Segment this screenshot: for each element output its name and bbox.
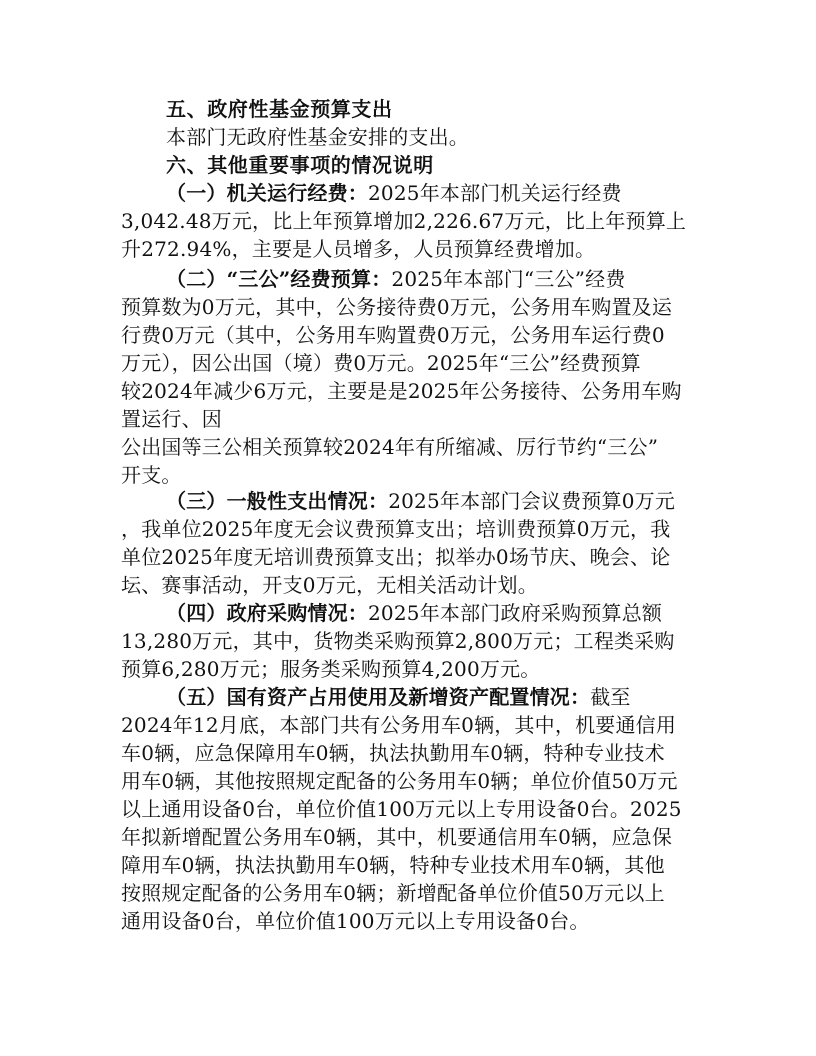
paragraph-5-line-6: 年拟新增配置公务用车0辆，其中，机要通信用车0辆，应急保	[121, 825, 673, 849]
paragraph-2-line-2: 预算数为0万元，其中，公务接待费0万元，公务用车购置及运	[121, 295, 673, 319]
section-heading-5: 五、政府性基金预算支出	[166, 97, 393, 121]
paragraph-2-line-3: 行费0万元（其中，公务用车购置费0万元，公务用车运行费0	[121, 323, 665, 347]
paragraph-3-line-2: ，我单位2025年度无会议费预算支出；培训费预算0万元，我	[121, 517, 671, 541]
paragraph-3-line-3: 单位2025年度无培训费预算支出；拟举办0场节庆、晚会、论	[121, 545, 671, 569]
paragraph-4-line-3: 预算6,280万元；服务类采购预算4,200万元。	[121, 657, 541, 681]
paragraph-3-text-1: 2025年本部门会议费预算0万元	[388, 489, 676, 513]
paragraph-5-lead: （五）国有资产占用使用及新增资产配置情况：	[166, 685, 591, 709]
paragraph-5-line-1	[166, 684, 631, 710]
paragraph-5-line-3: 车0辆，应急保障用车0辆，执法执勤用车0辆，特种专业技术	[121, 741, 665, 765]
paragraph-4-lead: （四）政府采购情况：	[166, 601, 368, 625]
paragraph-4-line-2: 13,280万元，其中，货物类采购预算2,800万元；工程类采购	[121, 629, 675, 653]
paragraph-5-line-7: 障用车0辆，执法执勤用车0辆，特种专业技术用车0辆，其他	[121, 853, 665, 877]
paragraph-3-lead: （三）一般性支出情况：	[166, 489, 389, 513]
paragraph-1-line-2: 3,042.48万元，比上年预算增加2,226.67万元，比上年预算上	[121, 209, 687, 233]
paragraph-2-line-1	[166, 266, 626, 292]
paragraph-2-line-5: 较2024年减少6万元，主要是是2025年公务接待、公务用车购	[121, 379, 682, 403]
paragraph-1-text-1: 2025年本部门机关运行经费	[368, 181, 622, 205]
paragraph-5-text-1: 截至	[590, 685, 631, 709]
paragraph-5-line-5: 以上通用设备0台，单位价值100万元以上专用设备0台。2025	[121, 797, 682, 821]
paragraph-5-line-4: 用车0辆，其他按照规定配备的公务用车0辆；单位价值50万元	[121, 769, 678, 793]
paragraph-2-line-8: 开支。	[121, 463, 182, 487]
paragraph-2-text-1: 2025年本部门“三公”经费	[391, 267, 626, 291]
paragraph-5-line-2: 2024年12月底，本部门共有公务用车0辆，其中，机要通信用	[121, 713, 677, 737]
paragraph-2-lead: （二）“三公”经费预算：	[166, 267, 392, 291]
paragraph-5-line-9: 通用设备0台，单位价值100万元以上专用设备0台。	[121, 909, 590, 933]
paragraph-2-line-6: 置运行、因	[121, 407, 222, 431]
paragraph-1-line-3: 升272.94%，主要是人员增多，人员预算经费增加。	[121, 237, 596, 261]
section-heading-6: 六、其他重要事项的情况说明	[166, 153, 434, 177]
paragraph-1-line-1	[166, 180, 622, 206]
paragraph-1-lead: （一）机关运行经费：	[166, 181, 368, 205]
paragraph-3-line-4: 坛、赛事活动，开支0万元，无相关活动计划。	[121, 573, 538, 597]
paragraph-4-line-1	[166, 600, 662, 626]
paragraph-4-text-1: 2025年本部门政府采购预算总额	[368, 601, 663, 625]
paragraph-3-line-1	[166, 488, 675, 514]
paragraph-2-line-4: 万元），因公出国（境）费0万元。2025年“三公”经费预算	[121, 351, 641, 375]
paragraph-5-line-8: 按照规定配备的公务用车0辆；新增配备单位价值50万元以上	[121, 881, 665, 905]
paragraph-2-line-7: 公出国等三公相关预算较2024年有所缩减、厉行节约“三公”	[121, 435, 659, 459]
section-5-text: 本部门无政府性基金安排的支出。	[166, 125, 469, 149]
